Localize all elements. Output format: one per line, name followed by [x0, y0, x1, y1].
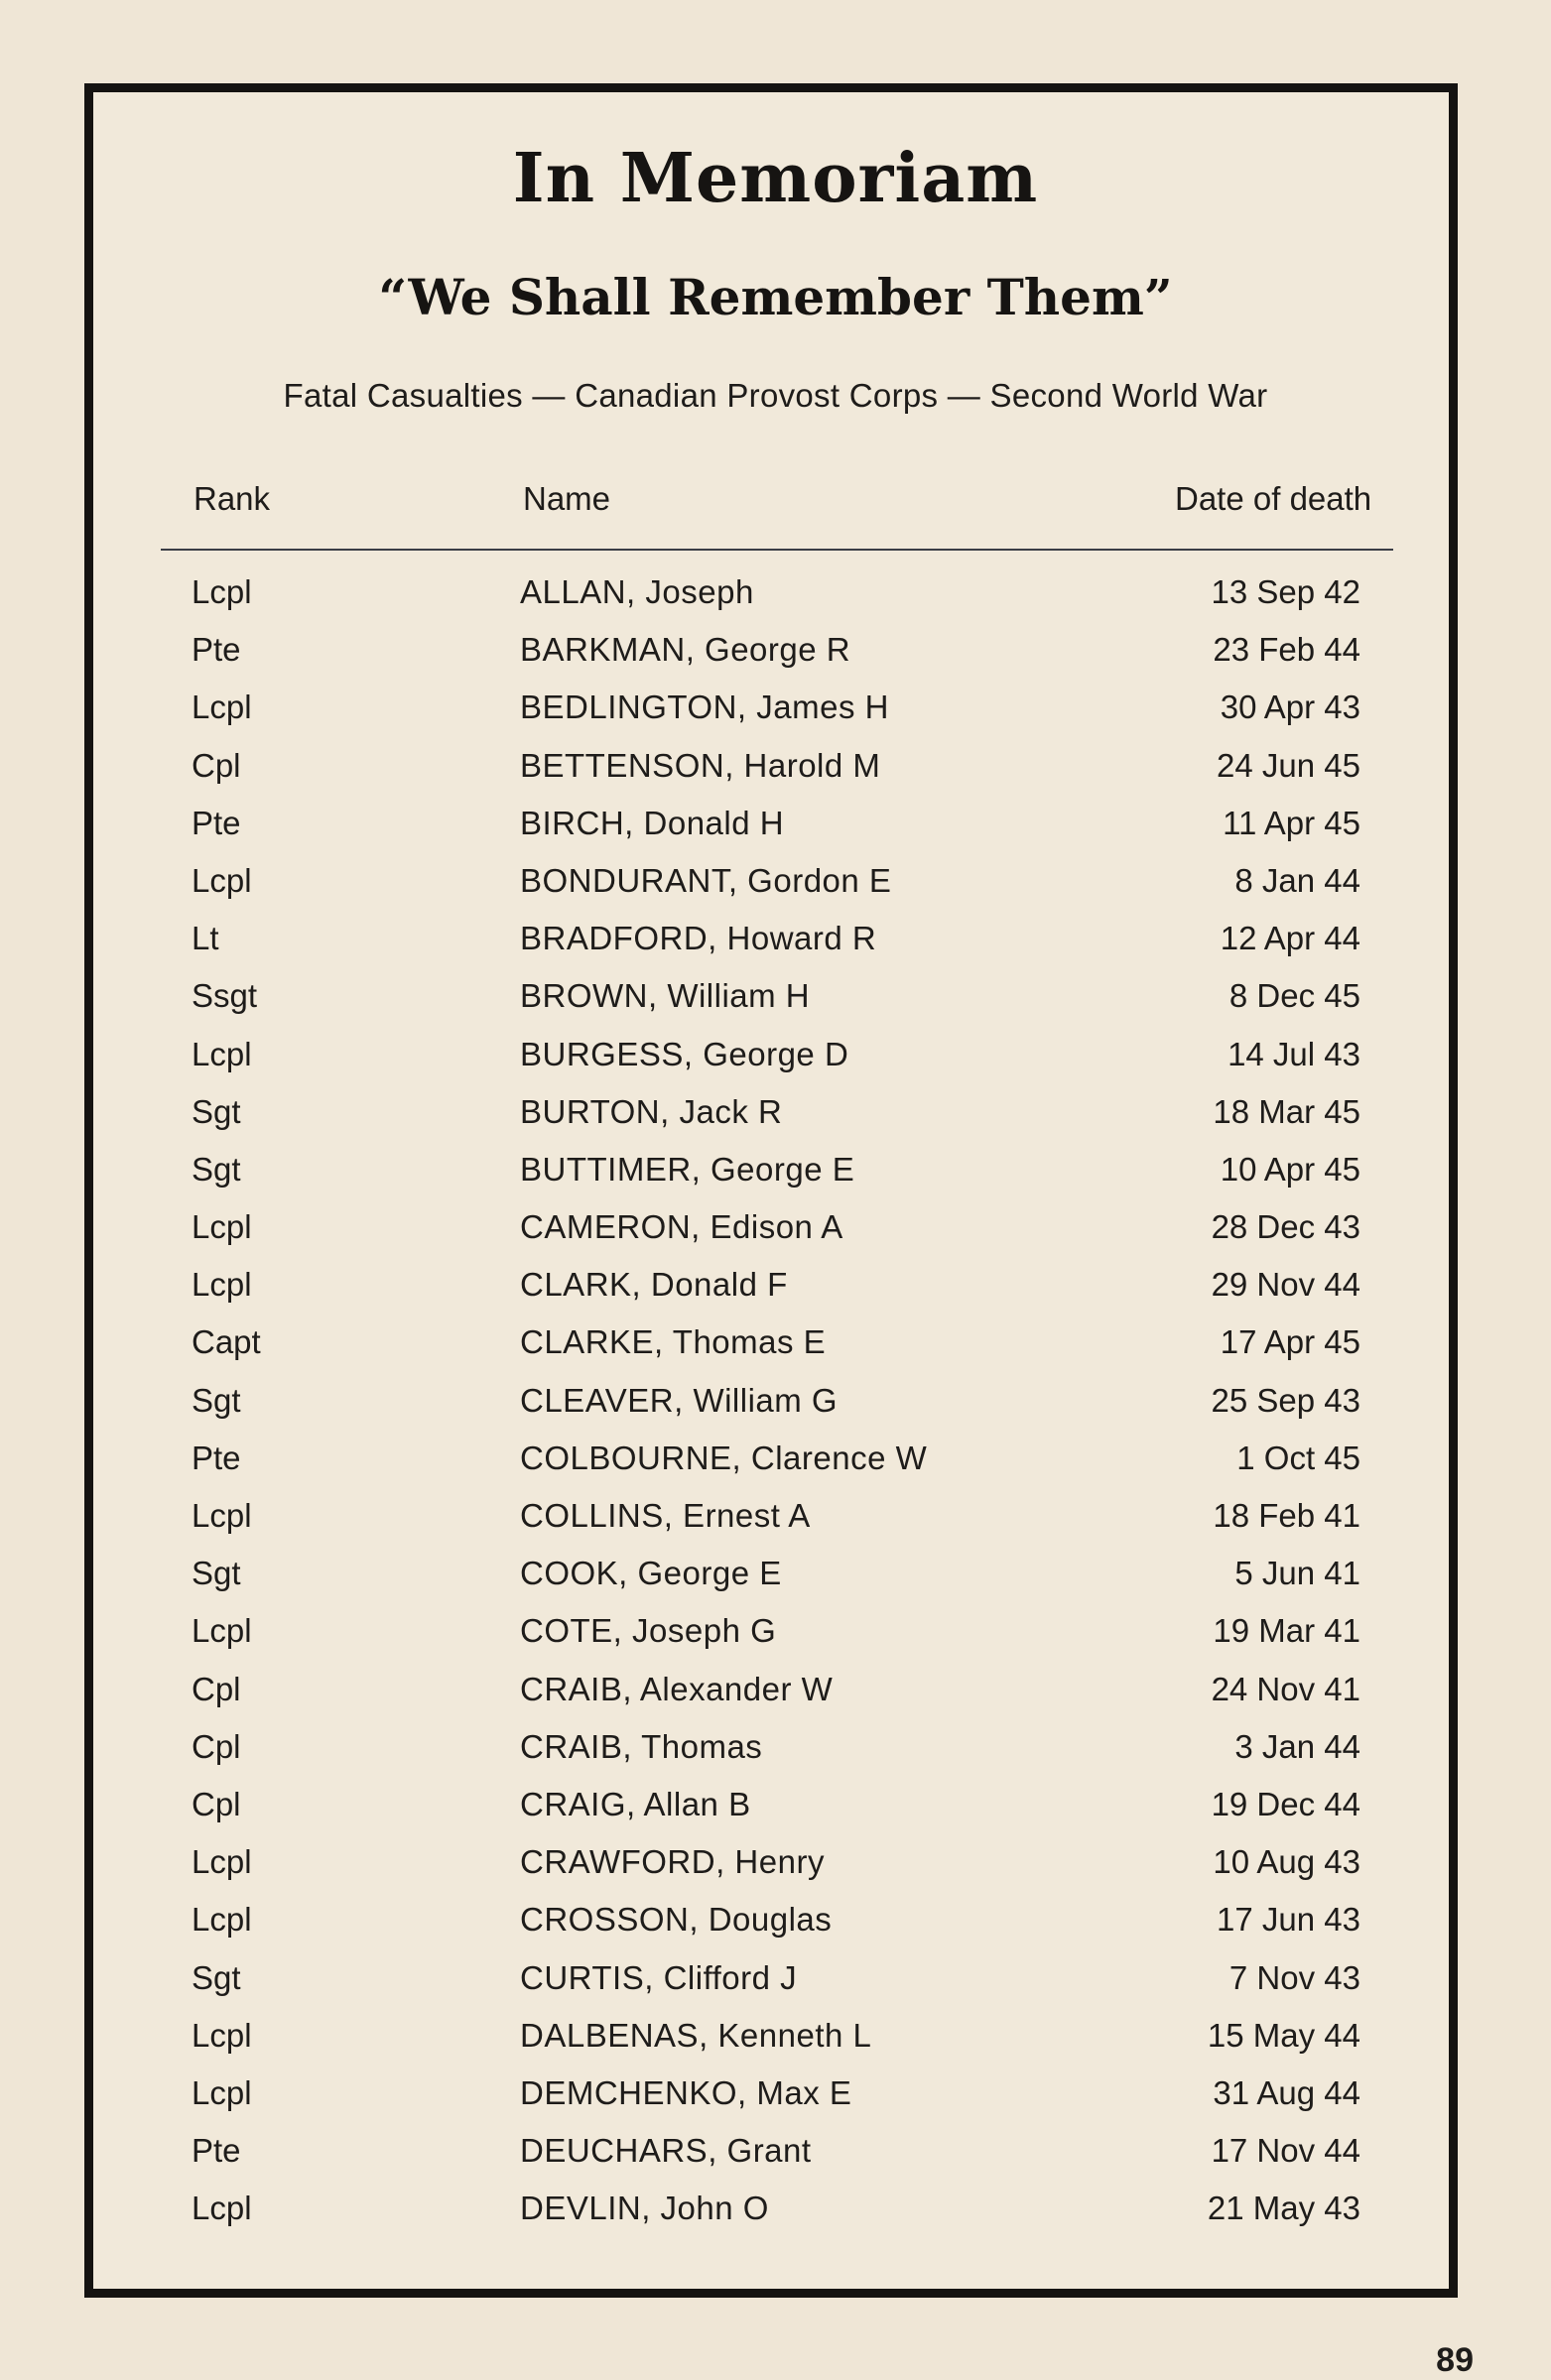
- table-row: [0, 1555, 1551, 1612]
- row-rank: Pte: [192, 804, 241, 841]
- row-rank: Capt: [192, 1323, 261, 1361]
- row-date: 5 Jun 41: [1234, 1555, 1360, 1592]
- header-divider: [161, 549, 1393, 551]
- table-row: [0, 1671, 1551, 1728]
- row-date: 19 Dec 44: [1211, 1785, 1360, 1822]
- row-rank: Sgt: [192, 1958, 241, 1996]
- table-row: [0, 1266, 1551, 1323]
- row-date: 10 Apr 45: [1220, 1150, 1360, 1188]
- row-rank: Ssgt: [192, 977, 258, 1015]
- row-rank: Lcpl: [192, 1612, 252, 1650]
- row-date: 1 Oct 45: [1236, 1439, 1360, 1476]
- row-rank: Cpl: [192, 1727, 241, 1765]
- row-name: CRAIB, Alexander W: [520, 1670, 834, 1707]
- row-rank: Lcpl: [192, 1035, 252, 1072]
- row-name: CURTIS, Clifford J: [520, 1958, 798, 1996]
- table-row: [0, 1440, 1551, 1497]
- row-rank: Sgt: [192, 1150, 241, 1188]
- row-name: BUTTIMER, George E: [520, 1150, 855, 1188]
- row-rank: Sgt: [192, 1381, 241, 1419]
- row-name: COLBOURNE, Clarence W: [520, 1439, 928, 1476]
- column-header-date: Date of death: [1175, 480, 1372, 517]
- row-name: BURGESS, George D: [520, 1035, 849, 1072]
- row-rank: Lcpl: [192, 573, 252, 610]
- row-date: 17 Apr 45: [1220, 1323, 1360, 1361]
- row-date: 18 Mar 45: [1213, 1092, 1360, 1130]
- row-name: BIRCH, Donald H: [520, 804, 785, 841]
- row-name: BETTENSON, Harold M: [520, 746, 881, 784]
- column-header-rank: Rank: [194, 480, 271, 517]
- row-date: 14 Jul 43: [1228, 1035, 1360, 1072]
- row-name: CRAIB, Thomas: [520, 1727, 763, 1765]
- row-name: DEMCHENKO, Max E: [520, 2073, 852, 2111]
- table-row: [0, 1208, 1551, 1266]
- row-rank: Sgt: [192, 1555, 241, 1592]
- row-rank: Lcpl: [192, 2073, 252, 2111]
- row-date: 17 Jun 43: [1217, 1901, 1360, 1939]
- table-row: [0, 2190, 1551, 2247]
- row-date: 18 Feb 41: [1213, 1497, 1360, 1534]
- row-name: DEVLIN, John O: [520, 2190, 769, 2227]
- row-name: CROSSON, Douglas: [520, 1901, 833, 1939]
- row-date: 15 May 44: [1207, 2016, 1360, 2054]
- row-name: CAMERON, Edison A: [520, 1208, 843, 1246]
- row-name: BEDLINGTON, James H: [520, 689, 889, 726]
- table-row: [0, 1901, 1551, 1958]
- row-name: COLLINS, Ernest A: [520, 1497, 811, 1534]
- row-name: BURTON, Jack R: [520, 1092, 783, 1130]
- row-date: 11 Apr 45: [1223, 804, 1360, 841]
- row-rank: Cpl: [192, 1785, 241, 1822]
- row-name: DEUCHARS, Grant: [520, 2132, 812, 2170]
- row-rank: Cpl: [192, 746, 241, 784]
- table-row: [0, 2074, 1551, 2132]
- row-date: 19 Mar 41: [1213, 1612, 1360, 1650]
- row-date: 30 Apr 43: [1220, 689, 1360, 726]
- table-row: [0, 631, 1551, 689]
- table-row: [0, 1786, 1551, 1843]
- table-row: [0, 747, 1551, 805]
- table-row: [0, 805, 1551, 862]
- table-row: [0, 2017, 1551, 2074]
- casualty-list: [0, 573, 1551, 2247]
- row-rank: Lcpl: [192, 1208, 252, 1246]
- row-name: CLEAVER, William G: [520, 1381, 839, 1419]
- table-row: [0, 1612, 1551, 1670]
- table-row: [0, 1843, 1551, 1901]
- table-row: [0, 1959, 1551, 2017]
- row-rank: Lcpl: [192, 2190, 252, 2227]
- table-row: [0, 1382, 1551, 1440]
- table-row: [0, 862, 1551, 920]
- row-date: 24 Nov 41: [1211, 1670, 1360, 1707]
- row-name: CRAWFORD, Henry: [520, 1843, 825, 1881]
- table-row: [0, 1036, 1551, 1093]
- row-date: 3 Jan 44: [1234, 1727, 1360, 1765]
- table-row: [0, 1497, 1551, 1555]
- table-row: [0, 1093, 1551, 1151]
- table-row: [0, 573, 1551, 631]
- page-caption: Fatal Casualties — Canadian Provost Corps — Second World War: [283, 377, 1268, 414]
- row-date: 17 Nov 44: [1211, 2132, 1360, 2170]
- row-name: CRAIG, Allan B: [520, 1785, 751, 1822]
- row-date: 13 Sep 42: [1211, 573, 1360, 610]
- row-rank: Lcpl: [192, 689, 252, 726]
- row-rank: Pte: [192, 2132, 241, 2170]
- page-title: In Memoriam: [512, 139, 1039, 218]
- page-number: 89: [1436, 2341, 1474, 2379]
- table-row: [0, 1151, 1551, 1208]
- row-date: 8 Dec 45: [1228, 977, 1360, 1015]
- row-name: BONDURANT, Gordon E: [520, 861, 892, 899]
- row-rank: Lt: [192, 920, 219, 957]
- row-date: 25 Sep 43: [1211, 1381, 1360, 1419]
- table-row: [0, 977, 1551, 1035]
- table-row: [0, 1323, 1551, 1381]
- row-date: 31 Aug 44: [1213, 2073, 1360, 2111]
- row-rank: Cpl: [192, 1670, 241, 1707]
- row-name: BRADFORD, Howard R: [520, 920, 877, 957]
- table-row: [0, 689, 1551, 746]
- row-date: 28 Dec 43: [1211, 1208, 1360, 1246]
- row-date: 21 May 43: [1207, 2190, 1360, 2227]
- table-row: [0, 2132, 1551, 2190]
- row-date: 7 Nov 43: [1228, 1958, 1360, 1996]
- row-rank: Lcpl: [192, 1901, 252, 1939]
- row-name: DALBENAS, Kenneth L: [520, 2016, 872, 2054]
- row-name: BROWN, William H: [520, 977, 811, 1015]
- row-name: CLARK, Donald F: [520, 1266, 788, 1304]
- row-date: 24 Jun 45: [1217, 746, 1360, 784]
- row-rank: Pte: [192, 631, 241, 669]
- row-date: 12 Apr 44: [1220, 920, 1360, 957]
- row-rank: Lcpl: [192, 1843, 252, 1881]
- row-name: CLARKE, Thomas E: [520, 1323, 827, 1361]
- row-rank: Pte: [192, 1439, 241, 1476]
- row-rank: Lcpl: [192, 861, 252, 899]
- row-name: ALLAN, Joseph: [520, 573, 754, 610]
- row-date: 23 Feb 44: [1213, 631, 1360, 669]
- page-subtitle: “We Shall Remember Them”: [378, 268, 1173, 326]
- row-name: COTE, Joseph G: [520, 1612, 777, 1650]
- row-date: 29 Nov 44: [1211, 1266, 1360, 1304]
- column-header-name: Name: [523, 480, 611, 517]
- row-date: 10 Aug 43: [1213, 1843, 1360, 1881]
- row-rank: Lcpl: [192, 2016, 252, 2054]
- row-date: 8 Jan 44: [1234, 861, 1360, 899]
- row-name: BARKMAN, George R: [520, 631, 851, 669]
- row-rank: Lcpl: [192, 1266, 252, 1304]
- table-row: [0, 920, 1551, 977]
- row-rank: Sgt: [192, 1092, 241, 1130]
- row-name: COOK, George E: [520, 1555, 782, 1592]
- table-row: [0, 1728, 1551, 1786]
- row-rank: Lcpl: [192, 1497, 252, 1534]
